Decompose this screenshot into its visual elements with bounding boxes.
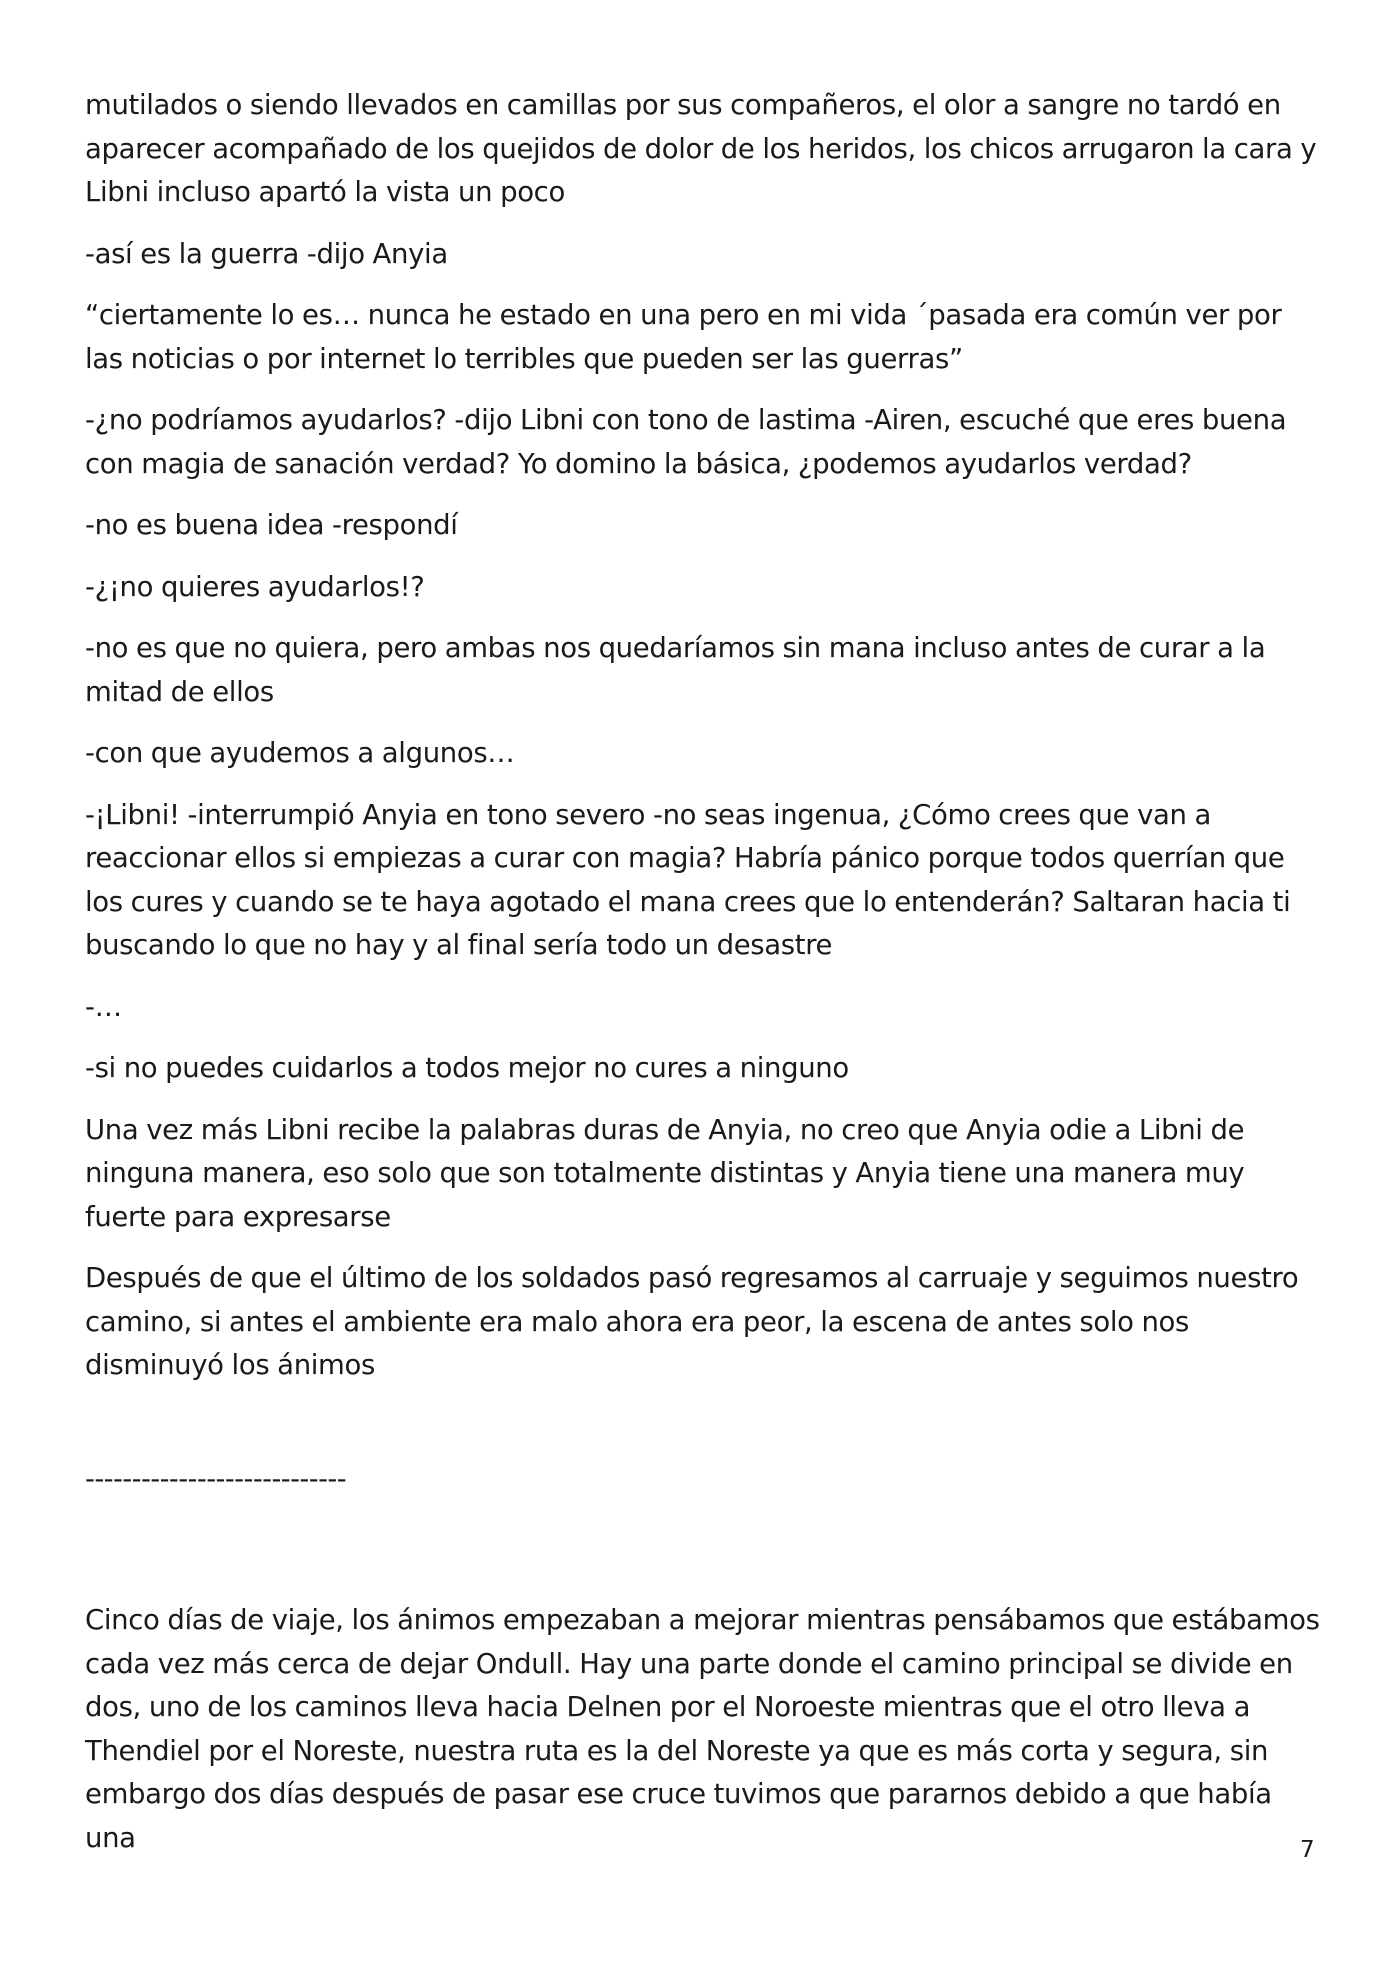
dialogue-line: -si no puedes cuidarlos a todos mejor no cures a ninguno (85, 1052, 849, 1084)
body-text (85, 84, 1325, 1878)
paragraph: Después de que el último de los soldados pasó regresamos al carruaje y seguimos nuestro camino, si antes el ambiente era malo ahora era peor, la escena de antes solo nos disminuyó los ánimos (85, 1262, 1299, 1381)
dialogue-line: -¡Libni! -interrumpió Anyia en tono severo -no seas ingenua, ¿Cómo crees que van a reaccionar ellos si empiezas a curar con magia? Habría pánico porque todos querrían que los cures y cuando se te haya agotado el mana crees que lo entenderán? Saltaran hacia ti buscando lo que no hay y al final sería todo un desastre (85, 798, 1291, 961)
inner-thought: “ciertamente lo es… nunca he estado en una pero en mi vida ´pasada era común ver por las noticias o por internet lo terribles que pueden ser las guerras” (85, 299, 1282, 375)
section-separator: ---------------------------- (85, 1462, 347, 1495)
dialogue-line: -con que ayudemos a algunos… (85, 737, 515, 769)
dialogue-line: -… (85, 990, 122, 1023)
dialogue-line: -así es la guerra -dijo Anyia (85, 237, 448, 270)
page-number: 7 (1300, 1837, 1315, 1863)
dialogue-line: -no es que no quiera, pero ambas nos quedaríamos sin mana incluso antes de curar a la mitad de ellos (85, 632, 1266, 708)
paragraph: Una vez más Libni recibe la palabras duras de Anyia, no creo que Anyia odie a Libni de ninguna manera, eso solo que son totalmente distintas y Anyia tiene una manera muy fuerte para expresarse (85, 1113, 1245, 1233)
dialogue-line: -¿¡no quieres ayudarlos!? (85, 570, 425, 603)
dialogue-line: -no es buena idea -respondí (85, 509, 458, 541)
paragraph: mutilados o siendo llevados en camillas por sus compañeros, el olor a sangre no tardó en aparecer acompañado de los quejidos de dolor de los heridos, los chicos arrugaron la cara y Libni incluso apartó la vista un poco (85, 89, 1317, 208)
dialogue-line: -¿no podríamos ayudarlos? -dijo Libni con tono de lastima -Airen, escuché que eres buena con magia de sanación verdad? Yo domino la básica, ¿podemos ayudarlos verdad? (85, 404, 1287, 480)
paragraph: Cinco días de viaje, los ánimos empezaban a mejorar mientras pensábamos que estábamos cada vez más cerca de dejar Ondull. Hay una parte donde el camino principal se divide en dos, uno de los caminos lleva hacia Delnen por el Noroeste mientras que el otro lleva a Thendiel por el Noreste, nuestra ruta es la del Noreste ya que es más corta y segura, sin embargo dos días después de pasar ese cruce tuvimos que pararnos debido a que había una (85, 1604, 1320, 1854)
